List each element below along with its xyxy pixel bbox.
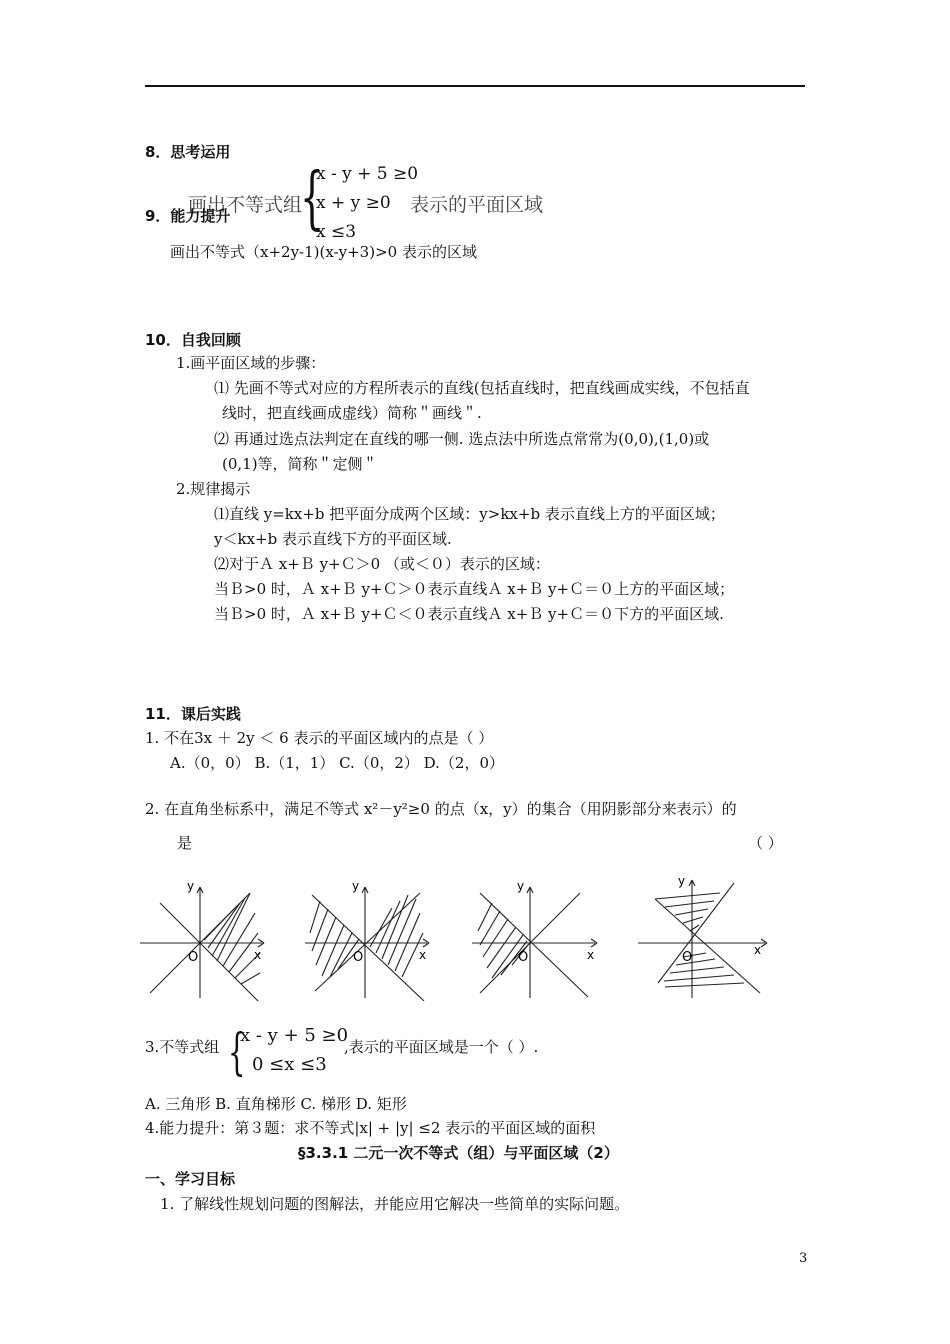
s10-line: 当Ｂ>0 时，Ａ x+Ｂ y+Ｃ＞０表示直线Ａ x+Ｂ y+Ｃ＝０上方的平面区域； <box>214 580 735 598</box>
section-9-heading: 9．能力提升 <box>145 207 231 225</box>
svg-text:x: x <box>587 948 595 962</box>
s10-line: (0,1)等，简称＂定侧＂ <box>222 455 378 473</box>
graph-a <box>140 879 264 1001</box>
q4-text: 4.能力提升：第３题：求不等式|x| + |y| ≤2 表示的平面区域的面积 <box>145 1119 596 1137</box>
objective-1: 1. 了解线性规划问题的图解法，并能应用它解决一些简单的实际问题。 <box>160 1195 630 1213</box>
q3-brace: { <box>228 1023 246 1081</box>
s8-brace: { <box>300 159 324 238</box>
s10-line: 2.规律揭示 <box>176 480 251 498</box>
q2-text: 2. 在直角坐标系中，满足不等式 x²－y²≥0 的点（x，y）的集合（用阴影部分来表示）的 <box>145 800 737 818</box>
svg-text:y: y <box>352 879 360 893</box>
graph-c <box>472 879 597 998</box>
s8-prefix: 画出不等式组 <box>188 194 303 216</box>
s10-line: ⑴ 先画不等式对应的方程所表示的直线(包括直线时，把直线画成实线，不包括直 <box>214 379 750 397</box>
s8-suffix: 表示的平面区域 <box>410 194 544 216</box>
s10-line: ⑵ 再通过选点法判定在直线的哪一侧. 选点法中所选点常常为(0,0),(1,0)或 <box>214 430 710 448</box>
lesson-title: §3.3.1 二元一次不等式（组）与平面区域（2） <box>298 1144 619 1162</box>
svg-text:x: x <box>754 943 762 957</box>
q3-ineq-1: x - y + 5 ≥0 <box>240 1025 349 1046</box>
svg-text:O: O <box>682 950 693 965</box>
graph-b <box>305 879 429 1001</box>
q1-text: 1. 不在3x ＋ 2y ＜ 6 表示的平面区域内的点是（ ） <box>145 729 494 747</box>
section-8-heading: 8．思考运用 <box>145 143 231 161</box>
s8-ineq-1: x - y + 5 ≥0 <box>316 164 419 184</box>
s8-ineq-3: x ≤3 <box>316 222 357 242</box>
s10-line: ⑴直线 y=kx+b 把平面分成两个区域：y>kx+b 表示直线上方的平面区域； <box>214 505 725 523</box>
s10-line: y＜kx+b 表示直线下方的平面区域. <box>214 530 452 548</box>
section-10-heading: 10．自我回顾 <box>145 331 241 349</box>
s10-line: ⑵对于Ａ x+Ｂ y+Ｃ＞0 （或＜０）表示的区域： <box>214 555 550 573</box>
s8-ineq-2: x + y ≥0 <box>316 193 391 213</box>
header-rule <box>145 85 805 87</box>
svg-text:x: x <box>419 948 427 962</box>
q3-suffix: ,表示的平面区域是一个（ ）. <box>344 1038 539 1056</box>
q3-prefix: 3.不等式组 <box>145 1038 220 1056</box>
q2-answer-paren: （ ） <box>748 834 783 852</box>
svg-text:y: y <box>678 874 686 888</box>
svg-text:O: O <box>518 950 529 965</box>
section-11-heading: 11．课后实践 <box>145 705 241 723</box>
svg-text:y: y <box>517 879 525 893</box>
page-number: 3 <box>799 1251 808 1266</box>
q1-options: A.（0，0） B.（1，1） C.（0，2） D.（2，0） <box>170 754 505 772</box>
svg-text:x: x <box>254 948 262 962</box>
q2-continuation: 是 <box>177 834 193 852</box>
q3-options: A. 三角形 B. 直角梯形 C. 梯形 D. 矩形 <box>145 1095 407 1113</box>
q3-ineq-2: 0 ≤x ≤3 <box>252 1054 327 1075</box>
q2-graphs <box>140 873 780 1001</box>
svg-text:O: O <box>353 950 364 965</box>
graph-d <box>638 874 767 998</box>
learning-objectives-heading: 一、学习目标 <box>145 1170 236 1188</box>
s9-text: 画出不等式（x+2y-1)(x-y+3)>0 表示的区域 <box>170 243 477 261</box>
s10-line: 当Ｂ>0 时，Ａ x+Ｂ y+Ｃ＜０表示直线Ａ x+Ｂ y+Ｃ＝０下方的平面区域. <box>214 605 724 623</box>
s10-line: 线时，把直线画成虚线）简称＂画线＂. <box>222 404 482 422</box>
svg-text:y: y <box>187 879 195 893</box>
svg-text:O: O <box>188 950 199 965</box>
s10-line: 1.画平面区域的步骤： <box>176 354 326 372</box>
